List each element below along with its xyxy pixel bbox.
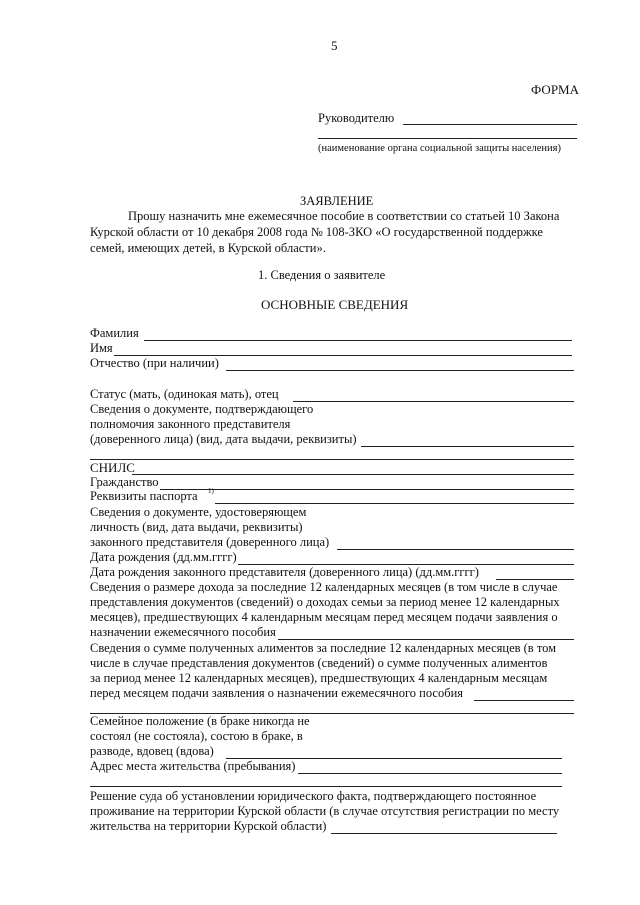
marital-label-3: разводе, вдовец (вдова) (90, 744, 214, 758)
status-label: Статус (мать, (одинокая мать), отец (90, 387, 279, 401)
patronymic-line[interactable] (226, 370, 574, 371)
form-label: ФОРМА (531, 82, 579, 97)
marital-label-1: Семейное положение (в браке никогда не (90, 714, 310, 728)
citizenship-label: Гражданство (90, 475, 159, 489)
id-doc-label-2: личность (вид, дата выдачи, реквизиты) (90, 520, 303, 534)
surname-line[interactable] (144, 340, 572, 341)
intro-line-3: семей, имеющих детей, в Курской области». (90, 241, 326, 255)
intro-line-1: Прошу назначить мне ежемесячное пособие в соответствии со статьей 10 Закона (128, 209, 560, 223)
id-doc-label-3: законного представителя (доверенного лица) (90, 535, 330, 549)
passport-line[interactable] (215, 503, 574, 504)
alimony-label-3: за период менее 12 календарных месяцев), предшествующих 4 календарным месяцам (90, 671, 548, 685)
income-label-2: представления документов (сведений) о доходах семьи за период менее 12 календарных (90, 595, 560, 609)
section-heading: 1. Сведения о заявителе (258, 268, 386, 282)
page-number: 5 (331, 38, 338, 53)
court-label-1: Решение суда об установлении юридического факта, подтверждающего постоянное (90, 789, 537, 803)
passport-label: Реквизиты паспорта (90, 489, 198, 503)
rep-doc-line[interactable] (361, 446, 574, 447)
alimony-label-4: перед месяцем подачи заявления о назначении ежемесячного пособия (90, 686, 464, 700)
intro-line-2: Курской области от 10 декабря 2008 года № 108-ЗКО «О государственной поддержке (90, 225, 543, 239)
income-label-4: назначении ежемесячного пособия (90, 625, 276, 639)
name-label: Имя (90, 341, 113, 355)
court-label-3: жительства на территории Курской области) (90, 819, 327, 833)
subsection-heading: ОСНОВНЫЕ СВЕДЕНИЯ (261, 297, 409, 312)
alimony-label-1: Сведения о сумме полученных алиментов за последние 12 календарных месяцев (в том (90, 641, 557, 655)
passport-footnote: 1) (208, 487, 214, 495)
alimony-line[interactable] (474, 700, 574, 701)
court-label-2: проживание на территории Курской области (в случае отсутствия регистрации по месту (90, 804, 560, 818)
document-title: ЗАЯВЛЕНИЕ (300, 194, 374, 208)
rep-birth-date-label: Дата рождения законного представителя (доверенного лица) (дд.мм.гггг) (90, 565, 479, 579)
id-doc-line[interactable] (337, 549, 574, 550)
address-line[interactable] (298, 773, 562, 774)
rep-doc-label-3: (доверенного лица) (вид, дата выдачи, реквизиты) (90, 432, 357, 446)
recipient-label: Руководителю (318, 111, 395, 125)
rep-doc-line-2[interactable] (90, 459, 574, 460)
snils-line[interactable] (132, 474, 574, 475)
address-label: Адрес места жительства (пребывания) (90, 759, 296, 773)
rep-doc-label-1: Сведения о документе, подтверждающего (90, 402, 314, 416)
surname-label: Фамилия (90, 326, 139, 340)
recipient-line[interactable] (403, 124, 577, 125)
rep-doc-label-2: полномочия законного представителя (90, 417, 291, 431)
patronymic-label: Отчество (при наличии) (90, 356, 219, 370)
recipient-line-2[interactable] (318, 138, 577, 139)
id-doc-label-1: Сведения о документе, удостоверяющем (90, 505, 307, 519)
recipient-note: (наименование органа социальной защиты населения) (318, 143, 561, 154)
snils-label: СНИЛС (90, 460, 135, 475)
court-line[interactable] (331, 833, 557, 834)
income-label-1: Сведения о размере дохода за последние 12 календарных месяцев (в том числе в случае (90, 580, 558, 594)
income-label-3: месяцев), предшествующих 4 календарным месяцам перед месяцем подачи заявления о (90, 610, 558, 624)
citizenship-line[interactable] (160, 489, 574, 490)
income-line[interactable] (278, 639, 574, 640)
alimony-label-2: числе в случае представления документов (сведений) о сумме полученных алиментов (90, 656, 548, 670)
status-line[interactable] (293, 401, 574, 402)
birth-date-label: Дата рождения (дд.мм.гггг) (90, 550, 237, 564)
address-line-2[interactable] (90, 786, 562, 787)
marital-label-2: состоял (не состояла), состою в браке, в (90, 729, 303, 743)
